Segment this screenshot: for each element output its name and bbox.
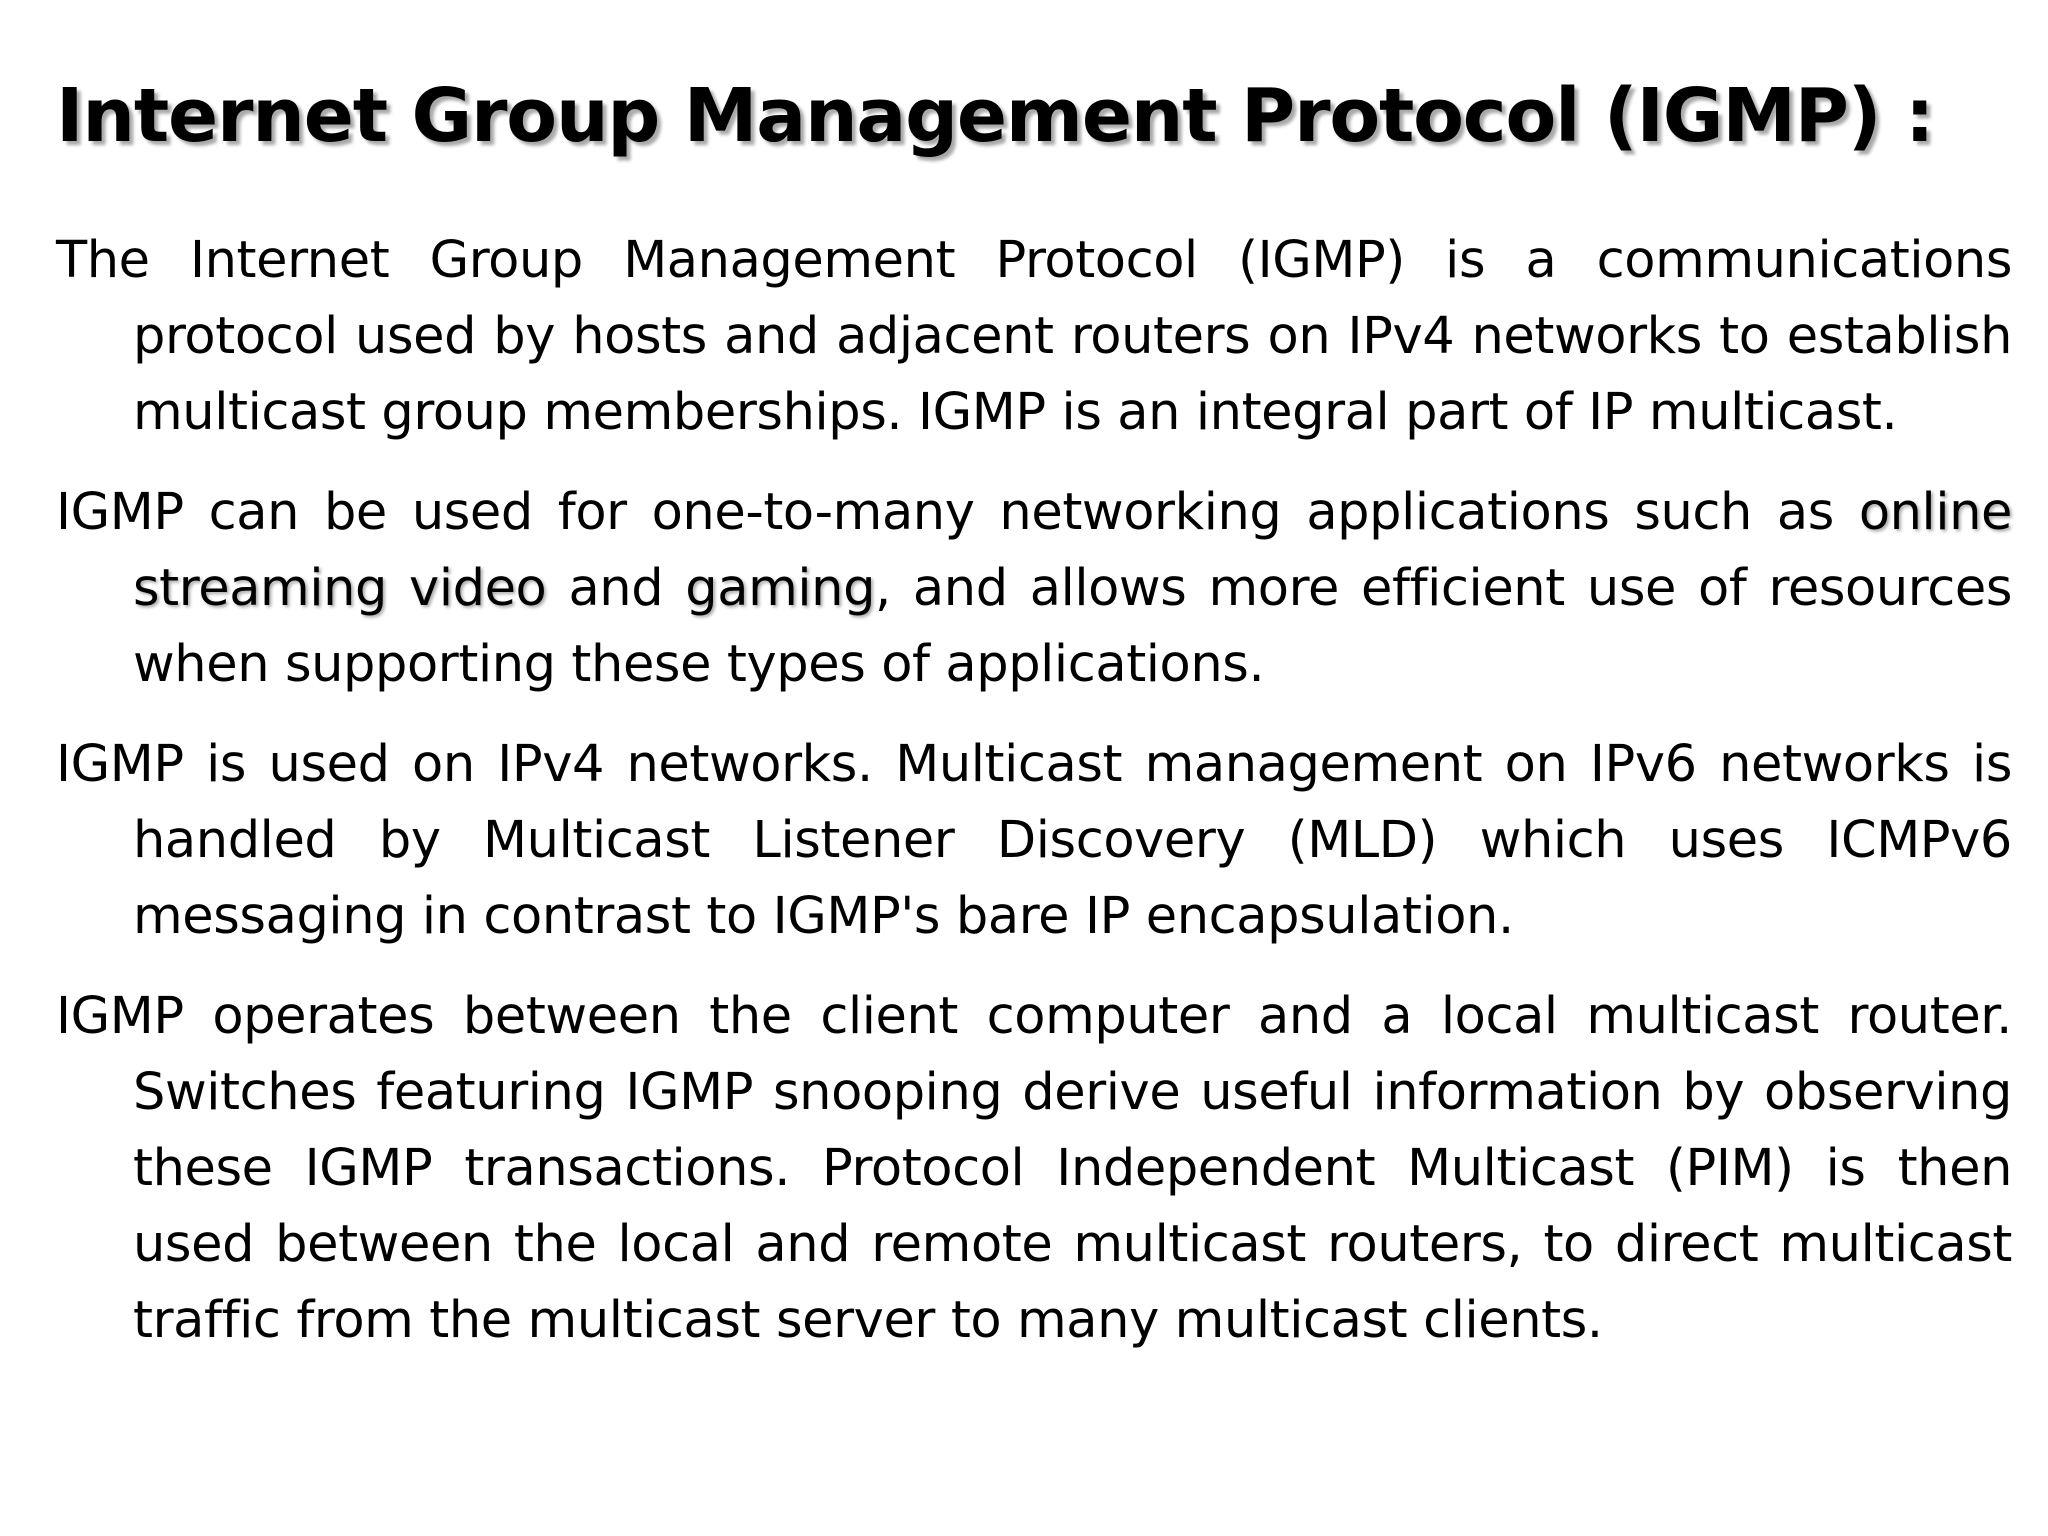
link-online-streaming-video[interactable]: online streaming video [133, 483, 2012, 618]
paragraph-igmp-applications [56, 475, 2012, 703]
paragraph-igmp-ipv4-ipv6: IGMP is used on IPv4 networks. Multicast management on IPv6 networks is handled by Multicast Listener Discovery (MLD) which uses ICMPv6 messaging in contrast to IGMP's bare IP encapsulation. [56, 735, 2012, 946]
paragraph-text: and [546, 559, 686, 618]
paragraph-text: IGMP can be used for one-to-many networking applications such as [56, 483, 1859, 542]
paragraph-text: , and allows more efficient use of resources when supporting these types of applications. [133, 559, 2013, 694]
slide-body [56, 223, 2012, 1383]
link-gaming[interactable]: gaming [685, 559, 876, 618]
paragraph-igmp-operation: IGMP operates between the client computer and a local multicast router. Switches featuring IGMP snooping derive useful information by observing these IGMP transactions. Protocol Independent Multicast (PIM) is then used between the local and remote multicast routers, to direct multicast traffic from the multicast server to many multicast clients. [56, 987, 2012, 1350]
slide-title: Internet Group Management Protocol (IGMP) : [56, 73, 1934, 159]
paragraph-igmp-definition: The Internet Group Management Protocol (IGMP) is a communications protocol used by hosts and adjacent routers on IPv4 networks to establish multicast group memberships. IGMP is an integral part of IP multicast. [56, 231, 2012, 442]
